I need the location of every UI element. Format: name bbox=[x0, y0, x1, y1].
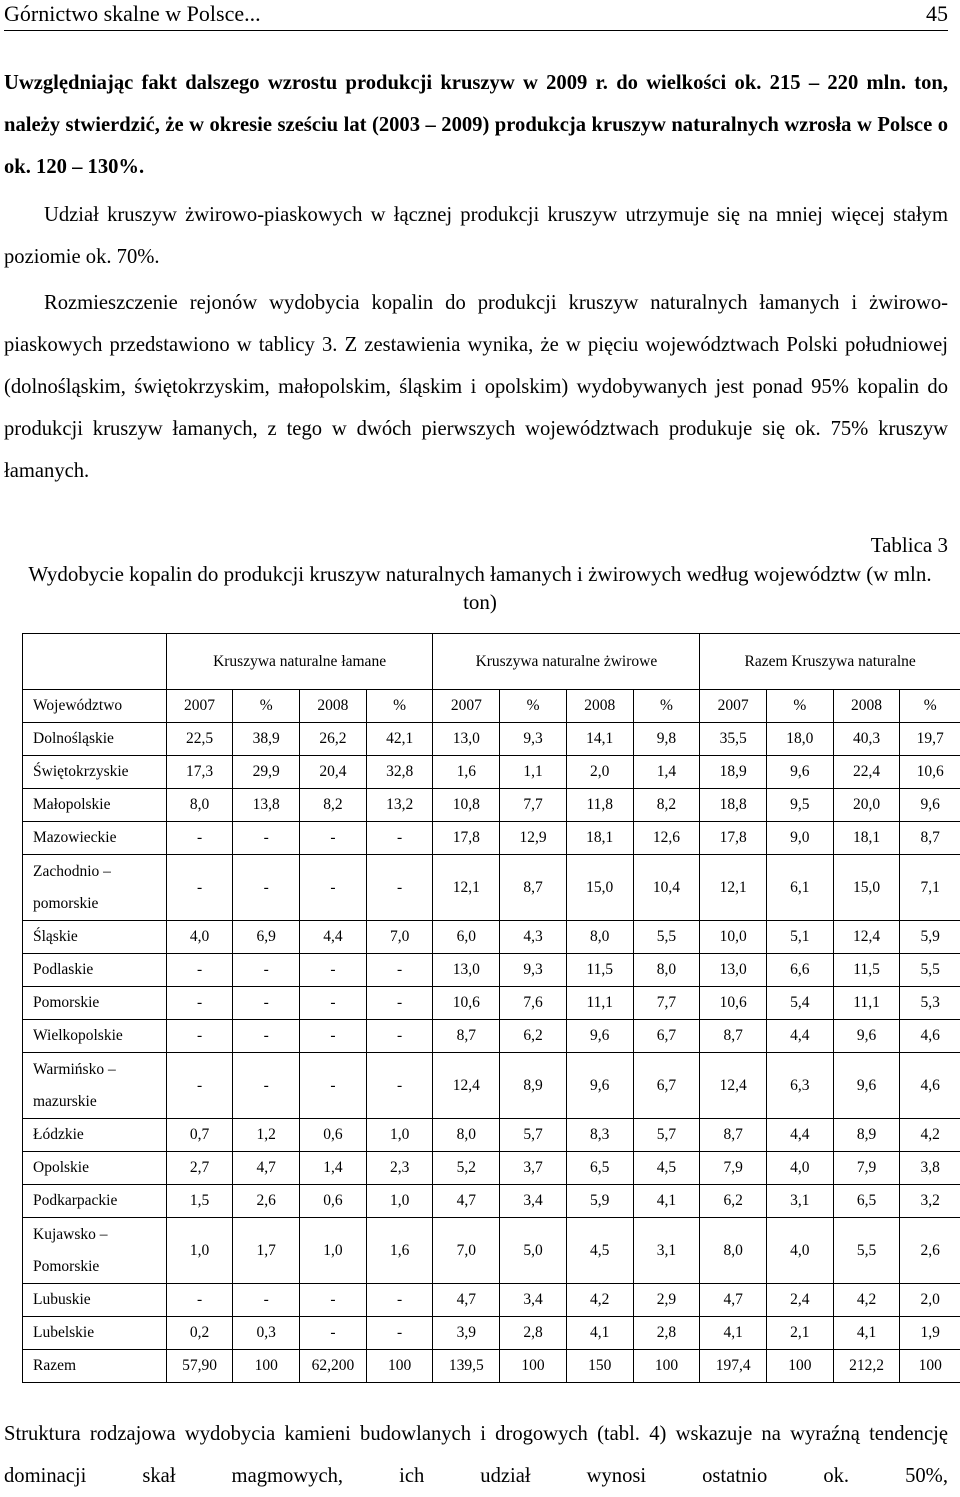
value-cell: 9,3 bbox=[500, 954, 567, 987]
value-cell: - bbox=[366, 855, 433, 921]
paragraph-3: Rozmieszczenie rejonów wydobycia kopalin do produkcji kruszyw naturalnych łamanych i żwirowo-piaskowych przedstawiono w tablicy 3. Z zestawienia wynika, że w pięciu województwach Polski południowej (dolnośląskim, świętokrzyskim, małopolskim, śląskim i opolskim) wydobywanych jest ponad 95% kopalin do produkcji kruszyw łamanych, z tego w dwóch pierwszych województwach produkuje się ok. 75% kruszyw łamanych. bbox=[4, 282, 948, 492]
value-cell: 11,1 bbox=[566, 987, 633, 1020]
value-cell: 8,0 bbox=[633, 954, 700, 987]
value-cell: - bbox=[233, 1284, 300, 1317]
value-cell: 2,7 bbox=[166, 1152, 233, 1185]
value-cell: 8,0 bbox=[700, 1218, 767, 1284]
value-cell: 2,6 bbox=[900, 1218, 960, 1284]
value-cell: 4,4 bbox=[767, 1020, 834, 1053]
value-cell: 12,4 bbox=[433, 1053, 500, 1119]
table-row bbox=[23, 1284, 960, 1317]
value-cell: 20,4 bbox=[300, 756, 367, 789]
value-cell: 2,0 bbox=[900, 1284, 960, 1317]
value-cell: 2,8 bbox=[500, 1317, 567, 1350]
region-cell: Opolskie bbox=[23, 1152, 167, 1185]
value-cell: 4,2 bbox=[833, 1284, 900, 1317]
value-cell: 7,9 bbox=[833, 1152, 900, 1185]
value-cell: 22,5 bbox=[166, 723, 233, 756]
value-cell: 8,9 bbox=[500, 1053, 567, 1119]
value-cell: 7,0 bbox=[366, 921, 433, 954]
region-cell: Lubuskie bbox=[23, 1284, 167, 1317]
value-cell: 2,6 bbox=[233, 1185, 300, 1218]
value-cell: 5,3 bbox=[900, 987, 960, 1020]
region-cell: Mazowieckie bbox=[23, 822, 167, 855]
table-row bbox=[23, 954, 960, 987]
value-cell: 7,1 bbox=[900, 855, 960, 921]
value-cell: 10,4 bbox=[633, 855, 700, 921]
value-cell: 5,7 bbox=[500, 1119, 567, 1152]
column-header-cell: 2007 bbox=[166, 690, 233, 723]
value-cell: - bbox=[366, 987, 433, 1020]
column-header-cell: 2007 bbox=[433, 690, 500, 723]
value-cell: 8,2 bbox=[633, 789, 700, 822]
value-cell: - bbox=[233, 822, 300, 855]
group-header-crushed: Kruszywa naturalne łamane bbox=[166, 634, 433, 690]
value-cell: 4,4 bbox=[300, 921, 367, 954]
value-cell: 8,7 bbox=[500, 855, 567, 921]
value-cell: 13,0 bbox=[700, 954, 767, 987]
value-cell: 19,7 bbox=[900, 723, 960, 756]
value-cell: 40,3 bbox=[833, 723, 900, 756]
value-cell: 5,7 bbox=[633, 1119, 700, 1152]
value-cell: 4,3 bbox=[500, 921, 567, 954]
value-cell: 5,1 bbox=[767, 921, 834, 954]
value-cell: - bbox=[366, 822, 433, 855]
region-cell: Wielkopolskie bbox=[23, 1020, 167, 1053]
value-cell: 4,2 bbox=[900, 1119, 960, 1152]
value-cell: 17,8 bbox=[700, 822, 767, 855]
value-cell: 8,7 bbox=[700, 1020, 767, 1053]
value-cell: 4,6 bbox=[900, 1053, 960, 1119]
value-cell: 13,2 bbox=[366, 789, 433, 822]
value-cell: 18,0 bbox=[767, 723, 834, 756]
value-cell: - bbox=[300, 855, 367, 921]
value-cell: 7,6 bbox=[500, 987, 567, 1020]
value-cell: - bbox=[166, 1020, 233, 1053]
value-cell: 0,2 bbox=[166, 1317, 233, 1350]
region-cell: Podlaskie bbox=[23, 954, 167, 987]
value-cell: 100 bbox=[500, 1350, 567, 1383]
value-cell: - bbox=[166, 855, 233, 921]
value-cell: - bbox=[233, 987, 300, 1020]
paragraph-2: Udział kruszyw żwirowo-piaskowych w łącznej produkcji kruszyw utrzymuje się na mniej więcej stałym poziomie ok. 70%. bbox=[4, 194, 948, 278]
column-header-cell: % bbox=[633, 690, 700, 723]
value-cell: 4,5 bbox=[633, 1152, 700, 1185]
value-cell: 18,9 bbox=[700, 756, 767, 789]
value-cell: 1,5 bbox=[166, 1185, 233, 1218]
value-cell: 3,7 bbox=[500, 1152, 567, 1185]
value-cell: 1,6 bbox=[433, 756, 500, 789]
value-cell: 3,8 bbox=[900, 1152, 960, 1185]
value-cell: 139,5 bbox=[433, 1350, 500, 1383]
value-cell: 10,8 bbox=[433, 789, 500, 822]
running-title: Górnictwo skalne w Polsce... bbox=[4, 0, 261, 28]
value-cell: 1,4 bbox=[633, 756, 700, 789]
value-cell: 4,0 bbox=[767, 1152, 834, 1185]
value-cell: 8,7 bbox=[700, 1119, 767, 1152]
value-cell: 4,4 bbox=[767, 1119, 834, 1152]
value-cell: 2,9 bbox=[633, 1284, 700, 1317]
value-cell: 9,5 bbox=[767, 789, 834, 822]
value-cell: 5,2 bbox=[433, 1152, 500, 1185]
value-cell: 18,1 bbox=[566, 822, 633, 855]
value-cell: 4,7 bbox=[433, 1185, 500, 1218]
value-cell: 10,0 bbox=[700, 921, 767, 954]
table-row bbox=[23, 1185, 960, 1218]
value-cell: 15,0 bbox=[833, 855, 900, 921]
value-cell: 6,1 bbox=[767, 855, 834, 921]
value-cell: 2,8 bbox=[633, 1317, 700, 1350]
value-cell: 9,6 bbox=[833, 1020, 900, 1053]
value-cell: 11,1 bbox=[833, 987, 900, 1020]
value-cell: 6,7 bbox=[633, 1053, 700, 1119]
value-cell: 9,8 bbox=[633, 723, 700, 756]
value-cell: 1,0 bbox=[300, 1218, 367, 1284]
group-header-total: Razem Kruszywa naturalne bbox=[700, 634, 960, 690]
value-cell: 1,1 bbox=[500, 756, 567, 789]
value-cell: - bbox=[366, 1284, 433, 1317]
value-cell: - bbox=[166, 1053, 233, 1119]
value-cell: 9,6 bbox=[900, 789, 960, 822]
region-cell: Razem bbox=[23, 1350, 167, 1383]
value-cell: 35,5 bbox=[700, 723, 767, 756]
table-row bbox=[23, 1119, 960, 1152]
table-row bbox=[23, 789, 960, 822]
value-cell: 0,3 bbox=[233, 1317, 300, 1350]
value-cell: 9,6 bbox=[767, 756, 834, 789]
table-row bbox=[23, 1152, 960, 1185]
value-cell: 11,5 bbox=[833, 954, 900, 987]
column-header-cell: % bbox=[900, 690, 960, 723]
value-cell: 100 bbox=[767, 1350, 834, 1383]
value-cell: 7,7 bbox=[633, 987, 700, 1020]
value-cell: 6,2 bbox=[700, 1185, 767, 1218]
table-row bbox=[23, 1317, 960, 1350]
value-cell: 4,2 bbox=[566, 1284, 633, 1317]
empty-header-cell bbox=[23, 634, 167, 690]
value-cell: 57,90 bbox=[166, 1350, 233, 1383]
value-cell: - bbox=[300, 1284, 367, 1317]
value-cell: - bbox=[366, 1020, 433, 1053]
value-cell: 22,4 bbox=[833, 756, 900, 789]
value-cell: 6,3 bbox=[767, 1053, 834, 1119]
value-cell: 3,9 bbox=[433, 1317, 500, 1350]
value-cell: 26,2 bbox=[300, 723, 367, 756]
value-cell: 8,0 bbox=[166, 789, 233, 822]
value-cell: 10,6 bbox=[700, 987, 767, 1020]
value-cell: 13,8 bbox=[233, 789, 300, 822]
page-header bbox=[4, 0, 948, 31]
value-cell: 13,0 bbox=[433, 954, 500, 987]
table-group-header-row bbox=[23, 634, 960, 690]
column-header-cell: Województwo bbox=[23, 690, 167, 723]
column-header-cell: 2008 bbox=[833, 690, 900, 723]
value-cell: 10,6 bbox=[900, 756, 960, 789]
value-cell: 6,0 bbox=[433, 921, 500, 954]
column-header-cell: 2008 bbox=[566, 690, 633, 723]
region-cell: Pomorskie bbox=[23, 987, 167, 1020]
group-header-gravel: Kruszywa naturalne żwirowe bbox=[433, 634, 700, 690]
value-cell: 8,0 bbox=[433, 1119, 500, 1152]
value-cell: 3,1 bbox=[767, 1185, 834, 1218]
value-cell: 5,5 bbox=[833, 1218, 900, 1284]
value-cell: - bbox=[300, 822, 367, 855]
value-cell: 8,7 bbox=[900, 822, 960, 855]
value-cell: 4,5 bbox=[566, 1218, 633, 1284]
value-cell: 100 bbox=[900, 1350, 960, 1383]
value-cell: 4,1 bbox=[833, 1317, 900, 1350]
value-cell: 12,1 bbox=[700, 855, 767, 921]
value-cell: 9,6 bbox=[833, 1053, 900, 1119]
value-cell: - bbox=[166, 822, 233, 855]
value-cell: 2,4 bbox=[767, 1284, 834, 1317]
value-cell: 1,2 bbox=[233, 1119, 300, 1152]
page-number: 45 bbox=[926, 0, 948, 28]
table-label: Tablica 3 bbox=[871, 530, 948, 560]
value-cell: 13,0 bbox=[433, 723, 500, 756]
region-cell: Śląskie bbox=[23, 921, 167, 954]
region-cell: Zachodnio – pomorskie bbox=[23, 855, 167, 921]
column-header-cell: % bbox=[233, 690, 300, 723]
value-cell: 5,5 bbox=[633, 921, 700, 954]
value-cell: 0,6 bbox=[300, 1185, 367, 1218]
value-cell: - bbox=[300, 1053, 367, 1119]
value-cell: 5,5 bbox=[900, 954, 960, 987]
value-cell: 2,3 bbox=[366, 1152, 433, 1185]
value-cell: - bbox=[233, 954, 300, 987]
value-cell: 1,9 bbox=[900, 1317, 960, 1350]
value-cell: 150 bbox=[566, 1350, 633, 1383]
region-cell: Małopolskie bbox=[23, 789, 167, 822]
value-cell: 4,7 bbox=[233, 1152, 300, 1185]
region-cell: Lubelskie bbox=[23, 1317, 167, 1350]
value-cell: 0,7 bbox=[166, 1119, 233, 1152]
production-table bbox=[22, 633, 960, 1383]
table-row bbox=[23, 921, 960, 954]
value-cell: 2,0 bbox=[566, 756, 633, 789]
table-row bbox=[23, 855, 960, 921]
value-cell: 9,3 bbox=[500, 723, 567, 756]
value-cell: 11,8 bbox=[566, 789, 633, 822]
value-cell: 1,7 bbox=[233, 1218, 300, 1284]
column-header-cell: 2007 bbox=[700, 690, 767, 723]
value-cell: 12,1 bbox=[433, 855, 500, 921]
value-cell: 3,4 bbox=[500, 1185, 567, 1218]
value-cell: 212,2 bbox=[833, 1350, 900, 1383]
table-row bbox=[23, 822, 960, 855]
table-row bbox=[23, 756, 960, 789]
value-cell: 14,1 bbox=[566, 723, 633, 756]
value-cell: 4,0 bbox=[166, 921, 233, 954]
table-row bbox=[23, 723, 960, 756]
value-cell: - bbox=[233, 1020, 300, 1053]
value-cell: 100 bbox=[633, 1350, 700, 1383]
region-cell: Dolnośląskie bbox=[23, 723, 167, 756]
value-cell: 1,0 bbox=[166, 1218, 233, 1284]
value-cell: 6,5 bbox=[833, 1185, 900, 1218]
value-cell: 9,6 bbox=[566, 1020, 633, 1053]
value-cell: 3,2 bbox=[900, 1185, 960, 1218]
value-cell: - bbox=[300, 1317, 367, 1350]
value-cell: 15,0 bbox=[566, 855, 633, 921]
table-column-header-row bbox=[23, 690, 960, 723]
value-cell: 20,0 bbox=[833, 789, 900, 822]
column-header-cell: % bbox=[366, 690, 433, 723]
column-header-cell: 2008 bbox=[300, 690, 367, 723]
value-cell: 5,0 bbox=[500, 1218, 567, 1284]
value-cell: 42,1 bbox=[366, 723, 433, 756]
value-cell: 8,7 bbox=[433, 1020, 500, 1053]
value-cell: 7,9 bbox=[700, 1152, 767, 1185]
value-cell: 12,6 bbox=[633, 822, 700, 855]
value-cell: 18,1 bbox=[833, 822, 900, 855]
value-cell: 4,1 bbox=[633, 1185, 700, 1218]
value-cell: - bbox=[166, 1284, 233, 1317]
value-cell: - bbox=[300, 954, 367, 987]
region-cell: Podkarpackie bbox=[23, 1185, 167, 1218]
value-cell: 5,4 bbox=[767, 987, 834, 1020]
value-cell: 9,6 bbox=[566, 1053, 633, 1119]
value-cell: 4,7 bbox=[433, 1284, 500, 1317]
value-cell: 100 bbox=[366, 1350, 433, 1383]
table-row bbox=[23, 1350, 960, 1383]
value-cell: 32,8 bbox=[366, 756, 433, 789]
value-cell: - bbox=[233, 1053, 300, 1119]
value-cell: 12,9 bbox=[500, 822, 567, 855]
region-cell: Świętokrzyskie bbox=[23, 756, 167, 789]
value-cell: 3,1 bbox=[633, 1218, 700, 1284]
table-row bbox=[23, 1020, 960, 1053]
value-cell: - bbox=[300, 1020, 367, 1053]
value-cell: 62,200 bbox=[300, 1350, 367, 1383]
value-cell: 1,4 bbox=[300, 1152, 367, 1185]
table-row bbox=[23, 987, 960, 1020]
table-title: Wydobycie kopalin do produkcji kruszyw naturalnych łamanych i żwirowych według województw (w mln. ton) bbox=[20, 560, 940, 616]
paragraph-4: Struktura rodzajowa wydobycia kamieni budowlanych i drogowych (tabl. 4) wskazuje na wyraźną tendencję dominacji skał magmowych, ich udział wynosi ostatnio ok. 50%, bbox=[4, 1413, 948, 1497]
region-cell: Łódzkie bbox=[23, 1119, 167, 1152]
value-cell: 29,9 bbox=[233, 756, 300, 789]
value-cell: 12,4 bbox=[833, 921, 900, 954]
value-cell: - bbox=[300, 987, 367, 1020]
value-cell: 7,0 bbox=[433, 1218, 500, 1284]
value-cell: 17,8 bbox=[433, 822, 500, 855]
value-cell: - bbox=[366, 1317, 433, 1350]
column-header-cell: % bbox=[500, 690, 567, 723]
value-cell: 8,0 bbox=[566, 921, 633, 954]
value-cell: - bbox=[166, 954, 233, 987]
value-cell: 8,3 bbox=[566, 1119, 633, 1152]
column-header-cell: % bbox=[767, 690, 834, 723]
value-cell: - bbox=[366, 954, 433, 987]
value-cell: 4,1 bbox=[566, 1317, 633, 1350]
value-cell: 5,9 bbox=[900, 921, 960, 954]
value-cell: 4,7 bbox=[700, 1284, 767, 1317]
value-cell: 6,5 bbox=[566, 1152, 633, 1185]
paragraph-1: Uwzględniając fakt dalszego wzrostu produkcji kruszyw w 2009 r. do wielkości ok. 215 – 220 mln. ton, należy stwierdzić, że w okresie sześciu lat (2003 – 2009) produkcja kruszyw naturalnych wzrosła w Polsce o ok. 120 – 130%. bbox=[4, 62, 948, 188]
table-row bbox=[23, 1218, 960, 1284]
value-cell: 38,9 bbox=[233, 723, 300, 756]
region-cell: Warmińsko – mazurskie bbox=[23, 1053, 167, 1119]
value-cell: 11,5 bbox=[566, 954, 633, 987]
value-cell: 17,3 bbox=[166, 756, 233, 789]
value-cell: - bbox=[366, 1053, 433, 1119]
value-cell: 1,0 bbox=[366, 1119, 433, 1152]
value-cell: 1,0 bbox=[366, 1185, 433, 1218]
value-cell: 4,1 bbox=[700, 1317, 767, 1350]
value-cell: - bbox=[233, 855, 300, 921]
value-cell: 4,0 bbox=[767, 1218, 834, 1284]
value-cell: 3,4 bbox=[500, 1284, 567, 1317]
value-cell: 4,6 bbox=[900, 1020, 960, 1053]
value-cell: 2,1 bbox=[767, 1317, 834, 1350]
value-cell: - bbox=[166, 987, 233, 1020]
value-cell: 6,7 bbox=[633, 1020, 700, 1053]
value-cell: 7,7 bbox=[500, 789, 567, 822]
value-cell: 6,9 bbox=[233, 921, 300, 954]
value-cell: 6,6 bbox=[767, 954, 834, 987]
value-cell: 197,4 bbox=[700, 1350, 767, 1383]
value-cell: 8,9 bbox=[833, 1119, 900, 1152]
region-cell: Kujawsko – Pomorskie bbox=[23, 1218, 167, 1284]
value-cell: 18,8 bbox=[700, 789, 767, 822]
value-cell: 5,9 bbox=[566, 1185, 633, 1218]
value-cell: 10,6 bbox=[433, 987, 500, 1020]
value-cell: 9,0 bbox=[767, 822, 834, 855]
value-cell: 1,6 bbox=[366, 1218, 433, 1284]
value-cell: 12,4 bbox=[700, 1053, 767, 1119]
value-cell: 0,6 bbox=[300, 1119, 367, 1152]
value-cell: 6,2 bbox=[500, 1020, 567, 1053]
value-cell: 8,2 bbox=[300, 789, 367, 822]
table-row bbox=[23, 1053, 960, 1119]
value-cell: 100 bbox=[233, 1350, 300, 1383]
